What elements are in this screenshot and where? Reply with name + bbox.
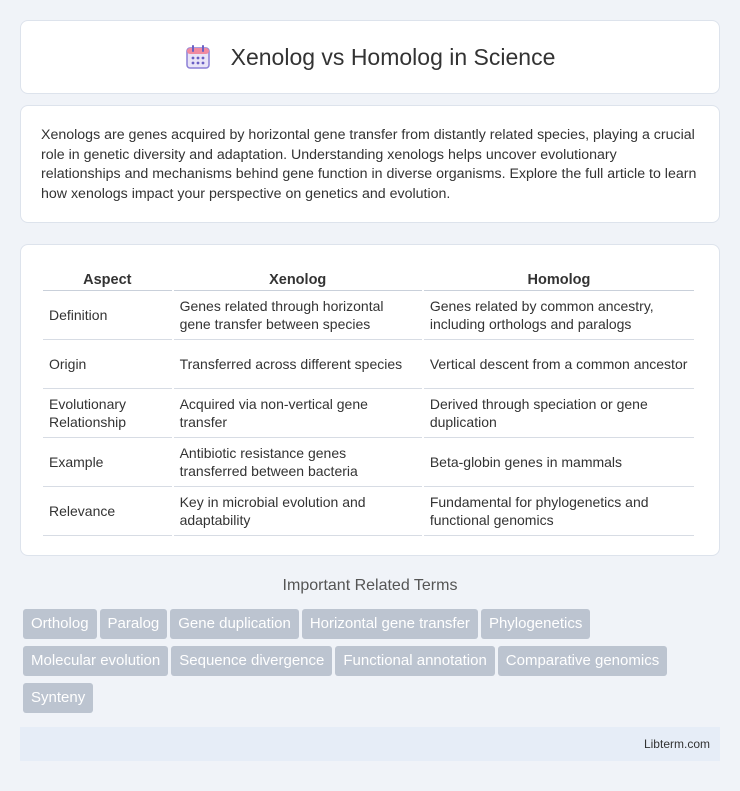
table-row	[43, 438, 694, 487]
row-xenolog: Acquired via non-vertical gene transfer	[174, 389, 422, 438]
row-homolog: Vertical descent from a common ancestor	[424, 340, 694, 389]
header-aspect: Aspect	[43, 267, 172, 291]
tag-ortholog[interactable]: Ortholog	[23, 609, 97, 639]
footer-site-link[interactable]: Libterm.com	[643, 737, 710, 751]
intro-card	[20, 105, 720, 223]
row-xenolog: Genes related through horizontal gene transfer between species	[174, 291, 422, 340]
tag-phylogenetics[interactable]: Phylogenetics	[481, 609, 590, 639]
row-homolog: Genes related by common ancestry, including orthologs and paralogs	[424, 291, 694, 340]
table-row	[43, 487, 694, 536]
row-xenolog: Key in microbial evolution and adaptability	[174, 487, 422, 536]
tag-horizontal-gene-transfer[interactable]: Horizontal gene transfer	[302, 609, 478, 639]
tag-comparative-genomics[interactable]: Comparative genomics	[498, 646, 667, 676]
related-terms-title: Important Related Terms	[282, 577, 458, 594]
row-aspect: Relevance	[43, 487, 172, 536]
calendar-icon	[185, 44, 211, 70]
tag-gene-duplication[interactable]: Gene duplication	[170, 609, 299, 639]
page-title: Xenolog vs Homolog in Science	[230, 43, 556, 70]
tag-paralog[interactable]: Paralog	[100, 609, 168, 639]
row-aspect: Example	[43, 438, 172, 487]
table-row	[43, 389, 694, 438]
row-aspect: Definition	[43, 291, 172, 340]
row-homolog: Derived through speciation or gene duplication	[424, 389, 694, 438]
table-row	[43, 291, 694, 340]
tag-molecular-evolution[interactable]: Molecular evolution	[23, 646, 168, 676]
footer	[20, 727, 720, 761]
tag-synteny[interactable]: Synteny	[23, 683, 93, 713]
intro-text: Xenologs are genes acquired by horizontal gene transfer from distantly related species, playing a crucial role in genetic diversity and adaptation. Understanding xenologs helps uncover evolutionary relationships and mechanisms behind gene function in diverse organisms. Explore the full article to learn how xenologs impact your perspective on genetics and evolution.	[41, 127, 697, 202]
row-xenolog: Transferred across different species	[174, 340, 422, 389]
tag-sequence-divergence[interactable]: Sequence divergence	[171, 646, 332, 676]
row-xenolog: Antibiotic resistance genes transferred between bacteria	[174, 438, 422, 487]
row-aspect: Origin	[43, 340, 172, 389]
related-terms-list	[23, 609, 723, 720]
table-row	[43, 340, 694, 389]
tag-functional-annotation[interactable]: Functional annotation	[335, 646, 494, 676]
header-homolog: Homolog	[424, 267, 694, 291]
row-aspect: Evolutionary Relationship	[43, 389, 172, 438]
header-xenolog: Xenolog	[174, 267, 422, 291]
row-homolog: Beta-globin genes in mammals	[424, 438, 694, 487]
table-header-row	[43, 267, 694, 291]
row-homolog: Fundamental for phylogenetics and functional genomics	[424, 487, 694, 536]
comparison-card	[20, 244, 720, 556]
header-card	[20, 20, 720, 94]
comparison-table	[41, 267, 696, 536]
